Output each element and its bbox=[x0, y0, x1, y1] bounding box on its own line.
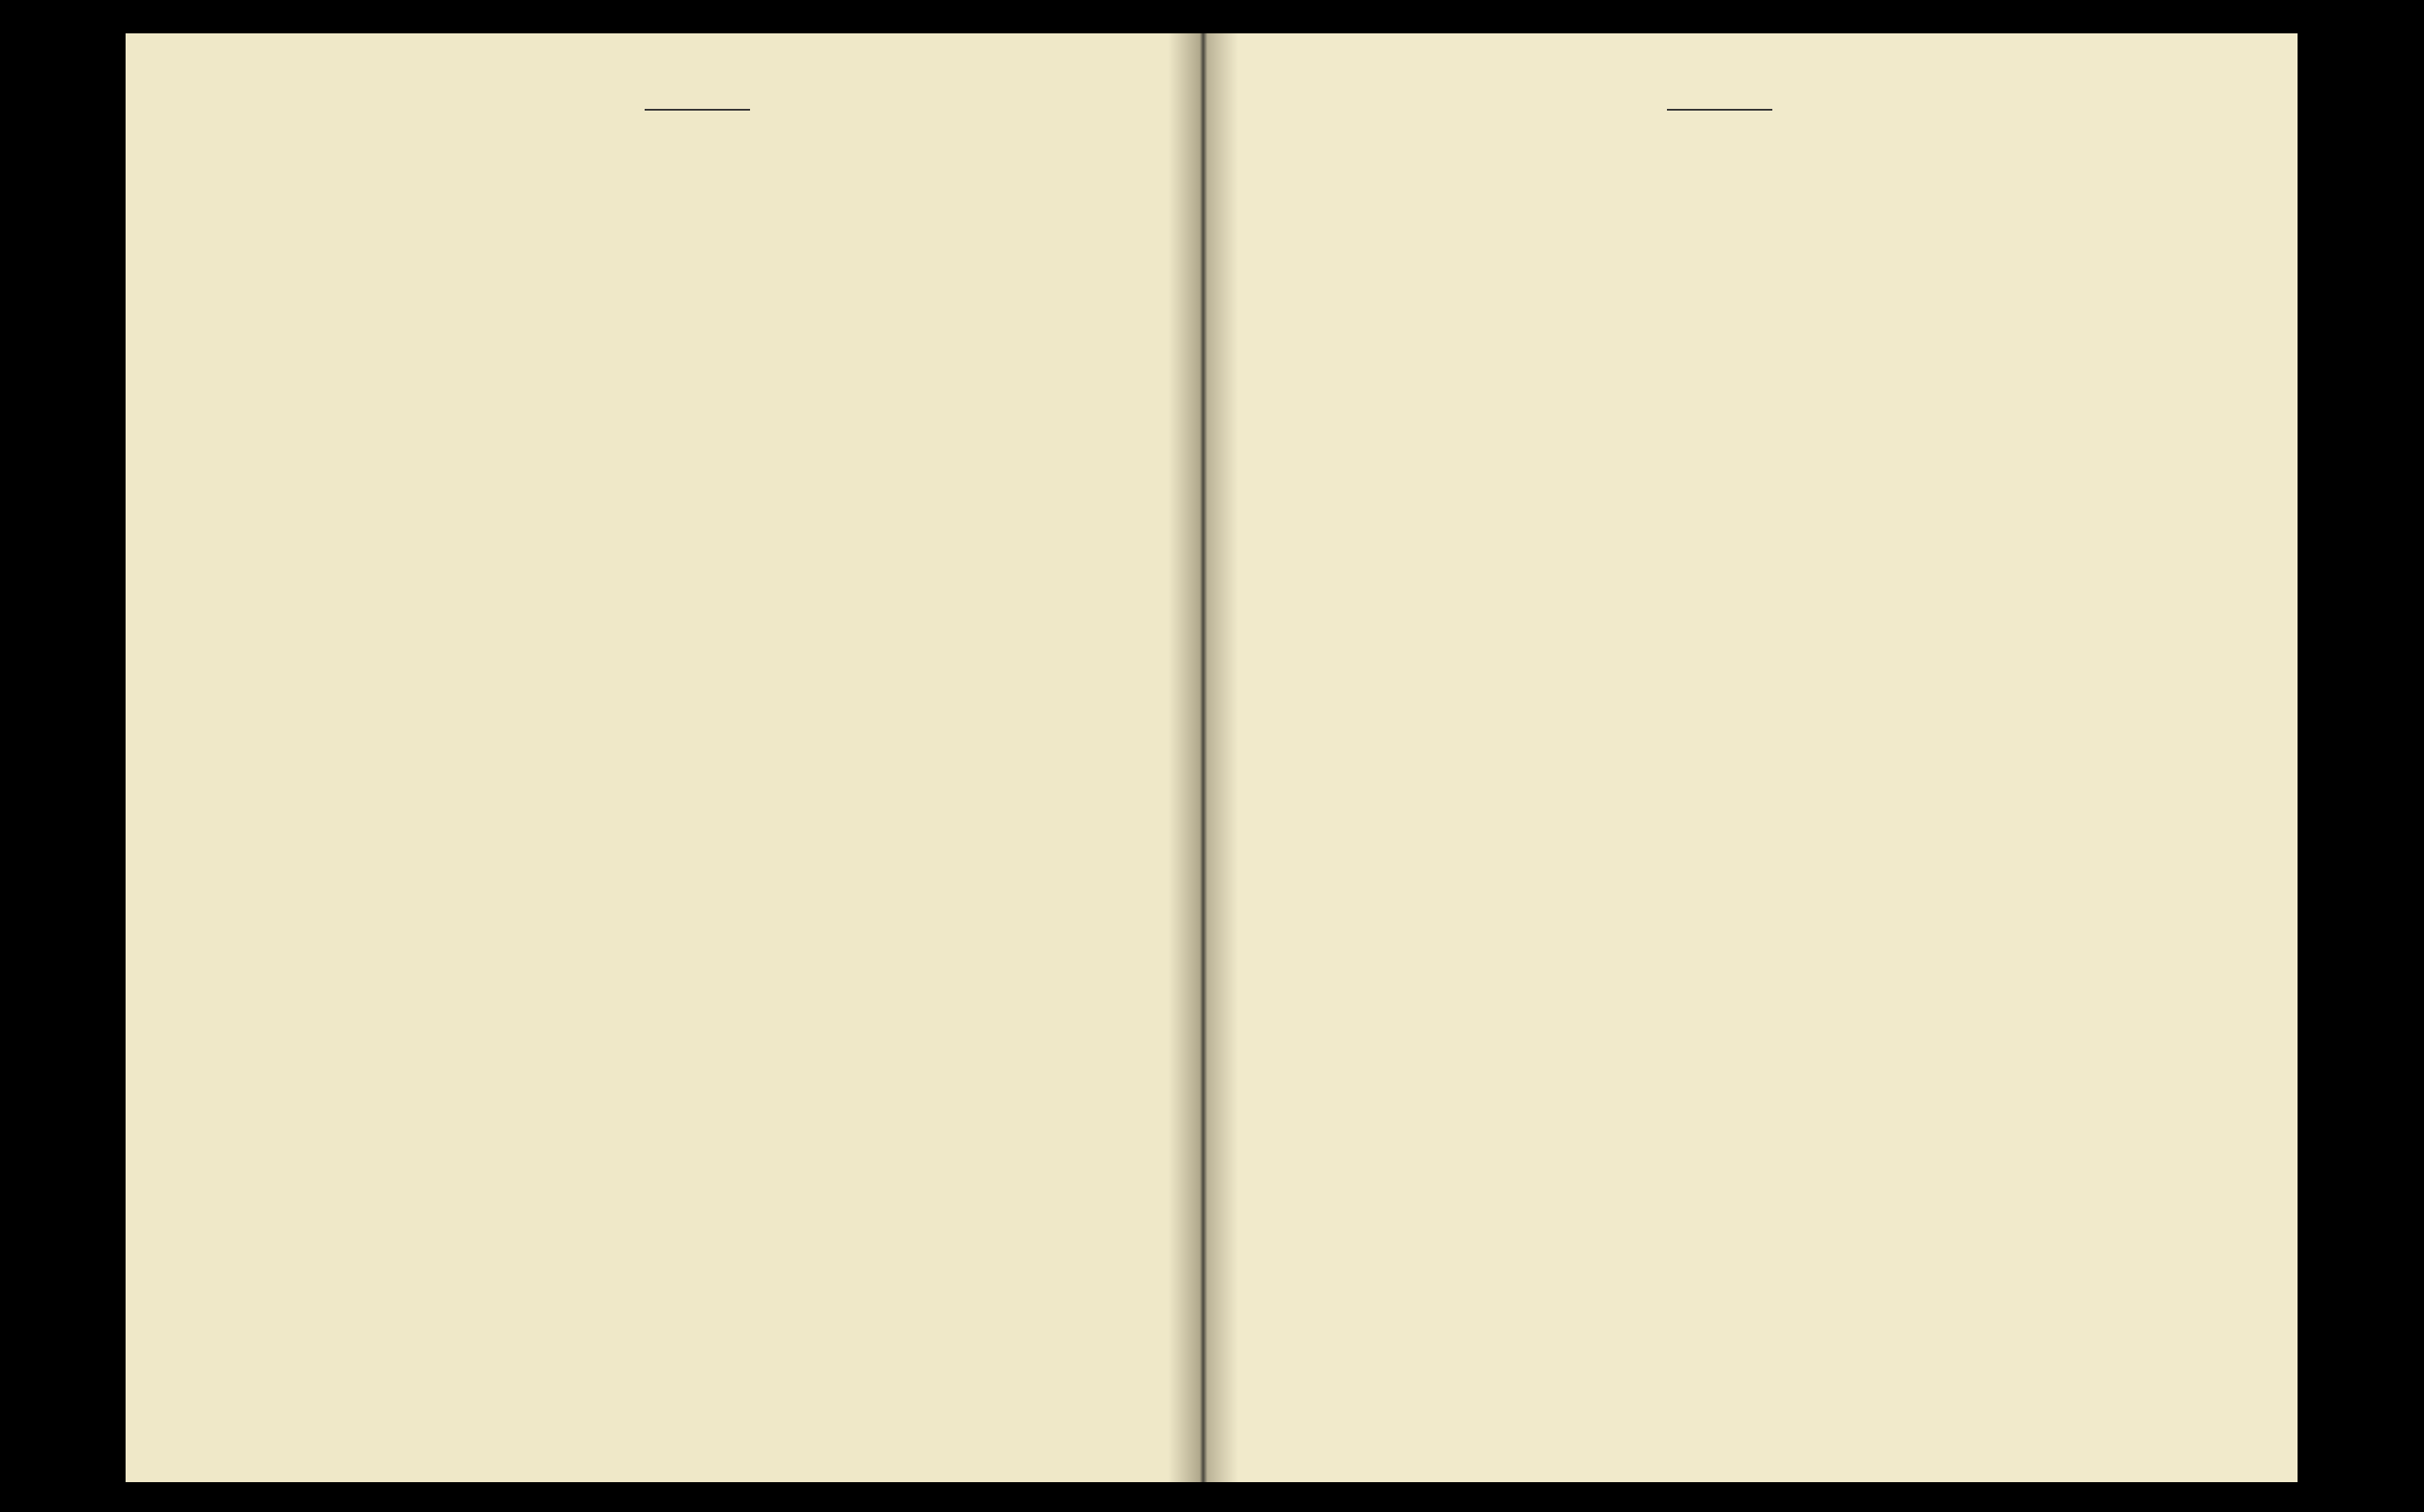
page-number-underline bbox=[645, 109, 750, 111]
book-gutter bbox=[1168, 33, 1238, 1482]
left-page bbox=[126, 33, 1201, 1482]
right-page bbox=[1201, 33, 2298, 1482]
page-number-underline bbox=[1667, 109, 1772, 111]
